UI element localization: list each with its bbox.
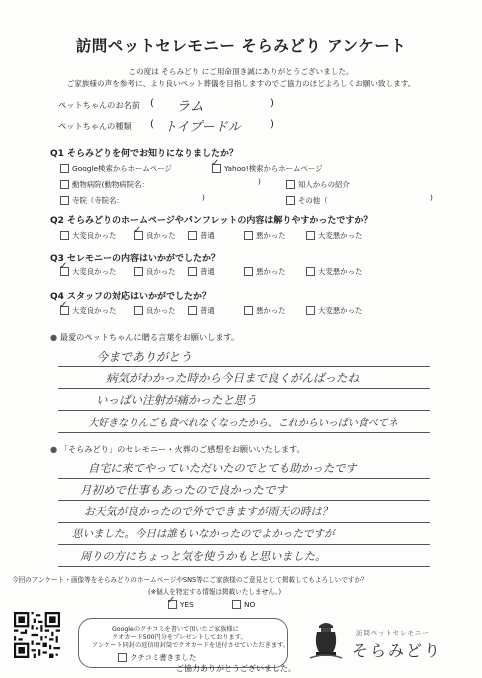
checkbox[interactable] bbox=[244, 231, 253, 240]
q1-option-temple[interactable] bbox=[60, 195, 124, 206]
impressions-prompt-text: 「そらみどり」のセレモニー・火葬のご感想をお願いいたします。 bbox=[59, 444, 305, 454]
checkbox[interactable] bbox=[188, 267, 197, 276]
option-label: 大変良かった bbox=[72, 267, 117, 276]
logo-subtitle: 訪問ペットセレモニー bbox=[356, 629, 430, 637]
impressions-line-4: 思いました。今日は誰もいなかったのでよかったですが bbox=[72, 528, 335, 540]
paren-open: ( bbox=[150, 98, 154, 109]
writing-line bbox=[58, 410, 430, 411]
checkmark-icon: ✓ bbox=[59, 300, 68, 311]
impressions-line-5: 周りの方にちょっと気を使うかもと思いました。 bbox=[80, 550, 327, 563]
option-label: 大変悪かった bbox=[318, 231, 363, 240]
writing-line bbox=[58, 366, 430, 367]
q1-question: Q1 そらみどりを何でお知りになりましたか？ bbox=[50, 149, 239, 159]
option-label: 普通 bbox=[200, 306, 215, 315]
pet-name-value: ラム bbox=[176, 99, 204, 115]
checkbox[interactable] bbox=[232, 600, 241, 609]
option-label: 良かった bbox=[146, 231, 176, 240]
option-label: 悪かった bbox=[256, 306, 286, 315]
option-label: 良かった bbox=[146, 306, 176, 315]
option-label: 知人からの紹介 bbox=[298, 180, 350, 189]
checkbox[interactable] bbox=[306, 267, 315, 276]
checkbox[interactable] bbox=[60, 180, 69, 189]
writing-line bbox=[58, 566, 430, 567]
checkbox[interactable] bbox=[306, 306, 315, 315]
paren-close: ) bbox=[270, 119, 274, 130]
consent-note: (※個人を特定する情報は掲載いたしません。) bbox=[148, 588, 282, 596]
checkmark-icon: ✓ bbox=[167, 595, 176, 606]
intro-line-2: ご家族様の声を参考に、より良いペット葬儀を目指しますのでご協力のほどよろしくお願い致します。 bbox=[66, 79, 416, 88]
option-label: 大変悪かった bbox=[318, 306, 363, 315]
pet-type-label: ペットちゃんの種類 bbox=[58, 121, 132, 131]
q4-option-4[interactable] bbox=[244, 305, 286, 316]
q3-question: Q3 セレモニーの内容はいかがでしたか？ bbox=[50, 254, 221, 264]
checkbox[interactable] bbox=[286, 180, 295, 189]
qr-code-icon bbox=[14, 612, 60, 658]
footer-thanks: ご協力ありがとうございました。 bbox=[176, 664, 296, 673]
checkbox[interactable] bbox=[244, 306, 253, 315]
checkmark-icon: ✓ bbox=[211, 158, 220, 169]
checkmark-icon: ✓ bbox=[59, 261, 68, 272]
q2-option-5[interactable] bbox=[306, 230, 362, 241]
paren-close: ) bbox=[258, 177, 261, 186]
intro-line-1: この度は そらみどり にご用命頂き誠にありがとうございました。 bbox=[128, 67, 354, 76]
message-prompt-text: 最愛のペットちゃんに贈る言葉をお願いします。 bbox=[59, 332, 240, 342]
impressions-prompt: ● 「そらみどり」のセレモニー・火葬のご感想をお願いいたします。 bbox=[50, 444, 305, 454]
q2-option-4[interactable] bbox=[244, 230, 286, 241]
writing-line bbox=[58, 500, 430, 501]
option-label: 寺院（寺院名： bbox=[72, 196, 124, 205]
checkbox[interactable] bbox=[134, 306, 143, 315]
checkbox[interactable] bbox=[188, 306, 197, 315]
logo-name: そらみどり bbox=[352, 641, 443, 660]
writing-line bbox=[58, 522, 430, 523]
checkbox[interactable] bbox=[244, 267, 253, 276]
consent-text: 今回のアンケート・画像等をそらみどりのホームページやSNS等にご家族様のご意見として掲載してもよろしいですか？ bbox=[12, 576, 368, 584]
option-label: Google検索からホームページ bbox=[72, 164, 172, 173]
urn-logo-icon bbox=[308, 618, 344, 660]
option-label: 普通 bbox=[200, 231, 215, 240]
option-label: 悪かった bbox=[256, 267, 286, 276]
impressions-line-3: お天気が良かったので外でできますが雨天の時は？ bbox=[84, 505, 333, 518]
paren-close: ) bbox=[430, 193, 433, 202]
q2-option-3[interactable] bbox=[188, 230, 215, 241]
pet-name-label: ペットちゃんのお名前 bbox=[58, 100, 140, 110]
option-label: 大変良かった bbox=[72, 306, 117, 315]
page-title: 訪問ペットセレモニー そらみどり アンケート bbox=[75, 37, 407, 55]
checkbox[interactable] bbox=[118, 653, 127, 662]
message-prompt: ● 最愛のペットちゃんに贈る言葉をお願いします。 bbox=[50, 332, 240, 342]
q2-option-1[interactable] bbox=[60, 230, 116, 241]
q1-option-google[interactable] bbox=[60, 163, 172, 174]
message-line-2: 病気がわかった時から今日まで良くがんばったね bbox=[106, 371, 359, 385]
q4-option-3[interactable] bbox=[188, 305, 215, 316]
consent-no[interactable] bbox=[232, 600, 255, 610]
option-label: 大変良かった bbox=[72, 231, 117, 240]
checkbox[interactable] bbox=[60, 196, 69, 205]
google-text-2: クオカード500円分をプレゼントしております。 bbox=[112, 634, 247, 641]
q2-question: Q2 そらみどりのホームページやパンフレットの内容は解りやすかったですか？ bbox=[50, 216, 373, 226]
writing-line bbox=[58, 478, 430, 479]
google-text-3: アンケート同封の返信用封筒でクオカードを送付させていただきます。 bbox=[92, 642, 289, 649]
q1-option-friend[interactable] bbox=[286, 179, 350, 190]
option-label: 動物病院(動物病院名： bbox=[72, 180, 149, 189]
q1-option-yahoo[interactable] bbox=[212, 163, 322, 174]
option-label: その他（ bbox=[298, 196, 328, 205]
option-label: 大変悪かった bbox=[318, 267, 363, 276]
q1-option-hospital[interactable] bbox=[60, 179, 149, 190]
message-line-1: 今までありがとう bbox=[96, 350, 193, 364]
paren-close: ) bbox=[202, 193, 205, 202]
writing-line bbox=[58, 544, 430, 545]
option-label: 悪かった bbox=[256, 231, 286, 240]
q4-question: Q4 スタッフの対応はいかがでしたか？ bbox=[50, 292, 212, 302]
q3-option-1[interactable] bbox=[60, 266, 116, 277]
option-label: NO bbox=[244, 600, 256, 609]
writing-line bbox=[58, 388, 430, 389]
paren-open: ( bbox=[150, 119, 154, 130]
checkbox[interactable] bbox=[286, 196, 295, 205]
q4-option-2[interactable] bbox=[134, 305, 176, 316]
q3-option-5[interactable] bbox=[306, 266, 362, 277]
q3-option-4[interactable] bbox=[244, 266, 286, 277]
paren-close: ) bbox=[270, 98, 274, 109]
impressions-line-2: 月初めで仕事もあったので良かったです bbox=[80, 483, 287, 497]
option-label: クチコミ書きました bbox=[130, 653, 197, 662]
pet-type-value: トイプードル bbox=[164, 120, 241, 135]
q3-option-2[interactable] bbox=[134, 266, 176, 277]
q4-option-1[interactable] bbox=[60, 305, 116, 316]
checkbox[interactable] bbox=[60, 164, 69, 173]
impressions-line-1: 自宅に来てやっていただいたのでとても助かったです bbox=[88, 462, 357, 475]
option-label: Yahoo!検索からホームページ bbox=[224, 164, 323, 173]
checkbox[interactable] bbox=[306, 231, 315, 240]
checkbox[interactable] bbox=[188, 231, 197, 240]
q3-option-3[interactable] bbox=[188, 266, 215, 277]
checkbox[interactable] bbox=[60, 231, 69, 240]
google-text-1: Googleのクチコミを書いて頂いたご家族様に bbox=[112, 626, 239, 633]
q1-option-other[interactable] bbox=[286, 195, 328, 206]
option-label: 良かった bbox=[146, 267, 176, 276]
message-line-4: 大好きなりんごも食べれなくなったから、これからいっぱい食べてネ bbox=[88, 418, 398, 429]
writing-line bbox=[58, 432, 430, 433]
checkmark-icon: ✓ bbox=[133, 225, 142, 236]
q4-option-5[interactable] bbox=[306, 305, 362, 316]
option-label: YES bbox=[180, 600, 194, 609]
message-line-3: いっぱい注射が痛かったと思う bbox=[96, 393, 257, 407]
checkbox[interactable] bbox=[134, 267, 143, 276]
option-label: 普通 bbox=[200, 267, 215, 276]
google-review-check[interactable] bbox=[118, 652, 196, 663]
